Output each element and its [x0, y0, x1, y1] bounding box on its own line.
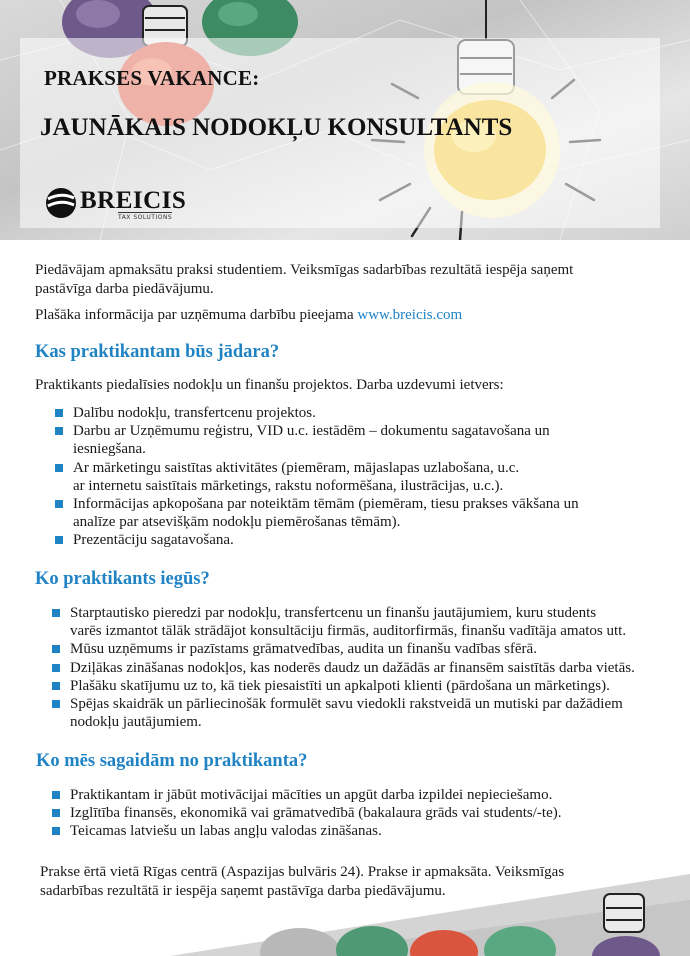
list-item [55, 459, 655, 495]
list-item [52, 822, 662, 840]
list-item-text: iesniegšana. [73, 441, 146, 458]
list-item-text: Informācijas apkopošana par noteiktām tēmām (piemēram, tiesu prakses vākšana un [73, 496, 579, 513]
square-bullet-icon [55, 464, 63, 472]
list-item [55, 495, 655, 531]
list-item [52, 786, 662, 804]
list-item-text: Teicamas latviešu un labas angļu valodas zināšanas. [70, 823, 382, 840]
square-bullet-icon [52, 645, 60, 653]
section-heading-benefits: Ko praktikants iegūs? [35, 569, 210, 589]
logo-tagline: TAX SOLUTIONS [118, 214, 173, 221]
list-item [55, 531, 655, 549]
list-item [52, 677, 677, 695]
list-item-text: Izglītība finansēs, ekonomikā vai grāmatvedībā (bakalaura grāds vai students/-te). [70, 805, 562, 822]
section-heading-duties: Kas praktikantam būs jādara? [35, 342, 280, 362]
list-item [55, 404, 655, 422]
more-info-line [35, 306, 462, 325]
list-item [52, 804, 662, 822]
list-item [52, 604, 677, 640]
list-item-text: ar internetu saistītais mārketings, rakstu noformēšana, ilustrācijas, u.c.). [73, 477, 504, 494]
square-bullet-icon [52, 609, 60, 617]
square-bullet-icon [52, 827, 60, 835]
vacancy-kicker: PRAKSES VAKANCE: [44, 66, 260, 90]
square-bullet-icon [55, 427, 63, 435]
section-heading-requirements: Ko mēs sagaidām no praktikanta? [36, 751, 308, 771]
list-item-text: varēs izmantot tālāk strādājot konsultāciju firmās, auditorfirmās, finanšu vadītāja amatos utt. [70, 623, 627, 640]
list-item-text: Darbu ar Uzņēmumu reģistru, VID u.c. iestādēm – dokumentu sagatavošana un [73, 423, 550, 440]
duties-lead: Praktikants piedalīsies nodokļu un finanšu projektos. Darba uzdevumi ietvers: [35, 377, 504, 393]
intro-line-1: Piedāvājam apmaksātu praksi studentiem. Veiksmīgas sadarbības rezultātā iespēja saņemt [35, 262, 574, 278]
list-item-text: Ar mārketingu saistītas aktivitātes (piemēram, mājaslapas uzlabošana, u.c. [73, 459, 520, 476]
list-item [52, 659, 677, 677]
list-item [52, 640, 677, 658]
closing-line-1: Prakse ērtā vietā Rīgas centrā (Aspazijas bulvāris 24). Prakse ir apmaksāta. Veiksmīgas [40, 864, 565, 880]
vacancy-title: JAUNĀKAIS NODOKĻU KONSULTANTS [40, 114, 513, 141]
list-item-text: Dalību nodokļu, transfertcenu projektos. [73, 405, 316, 421]
closing-line-2: sadarbības rezultātā ir iespēja saņemt pastāvīga darba piedāvājumu. [40, 883, 446, 899]
benefits-list [52, 604, 677, 731]
list-item-text: Praktikantam ir jābūt motivācijai mācīties un apgūt darba izpildei nepieciešamo. [70, 787, 553, 803]
square-bullet-icon [55, 409, 63, 417]
list-item-text: Spējas skaidrāk un pārliecinošāk formulēt savu viedokli rakstveidā un mutiski par dažādiem [70, 696, 623, 713]
list-item-text: Plašāku skatījumu uz to, kā tiek piesaistīti un apkalpoti klienti (pārdošana un mārketings). [70, 677, 610, 694]
square-bullet-icon [55, 536, 63, 544]
square-bullet-icon [55, 500, 63, 508]
list-item-text: Prezentāciju sagatavošana. [73, 532, 234, 549]
square-bullet-icon [52, 700, 60, 708]
breicis-logo [44, 186, 187, 222]
list-item [52, 695, 677, 731]
logo-name: BREICIS [80, 187, 187, 214]
intro-line-2: pastāvīga darba piedāvājumu. [35, 281, 214, 297]
duties-list [55, 404, 655, 550]
list-item-text: Dziļākas zināšanas nodokļos, kas noderēs daudz un dažādās ar finansēm saistītās darba vietās. [70, 659, 635, 676]
header-banner [0, 0, 690, 240]
website-link[interactable]: www.breicis.com [357, 307, 463, 323]
square-bullet-icon [52, 809, 60, 817]
list-item [55, 422, 655, 458]
square-bullet-icon [52, 664, 60, 672]
square-bullet-icon [52, 791, 60, 799]
requirements-list [52, 786, 662, 841]
list-item-text: Mūsu uzņēmums ir pazīstams grāmatvedības, audita un finanšu vadības sfērā. [70, 641, 537, 658]
square-bullet-icon [52, 682, 60, 690]
list-item-text: analīze par atsevišķām nodokļu piemērošanas tēmām). [73, 514, 401, 531]
list-item-text: nodokļu jautājumiem. [70, 714, 202, 731]
list-item-text: Starptautisko pieredzi par nodokļu, transfertcenu un finanšu jautājumiem, kuru students [70, 605, 597, 621]
more-info-text: Plašāka informācija par uzņēmuma darbību pieejama [35, 307, 354, 323]
breicis-logo-mark-icon [44, 186, 78, 220]
